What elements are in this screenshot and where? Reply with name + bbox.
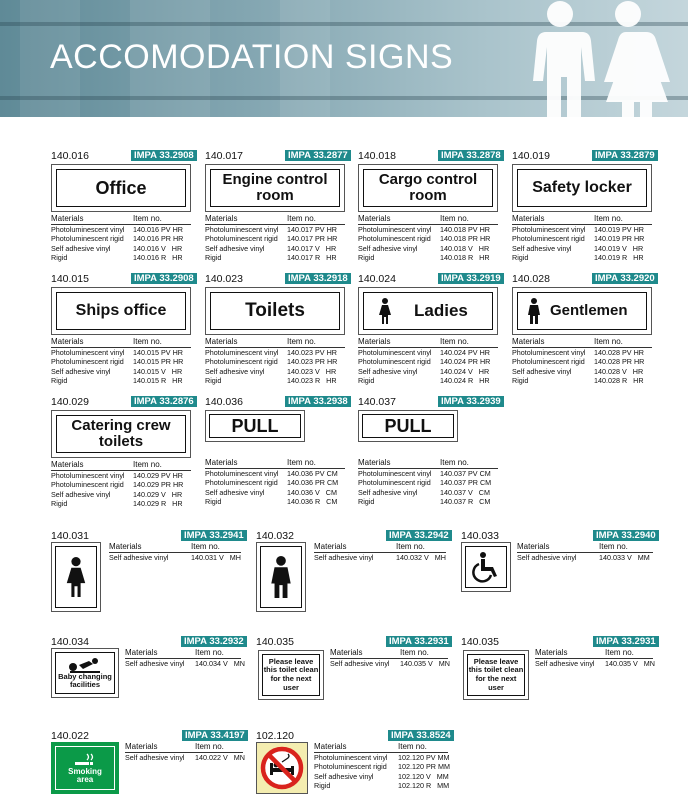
product-code: 140.035 [461, 636, 499, 648]
table-row: Self adhesive vinyl 140.016 V HR [51, 243, 183, 253]
impa-badge: IMPA 33.2940 [593, 530, 659, 541]
table-row: Self adhesive vinyl 140.035 V MN [330, 659, 450, 668]
product-code: 140.031 [51, 530, 89, 542]
materials-table: Materials Item no. Photoluminescent vinyl 140.018 PV HR Photoluminescent rigid 140.018 PR HR Self adhesive vinyl 140.018 V HR Rigid 140.018 R HR [358, 214, 498, 262]
table-row: Rigid 102.120 R MM [314, 780, 450, 790]
table-row: Rigid 140.016 R HR [51, 252, 183, 262]
product-code: 140.036 [205, 396, 243, 408]
materials-table: Materials Item no. Photoluminescent vinyl 140.017 PV HR Photoluminescent rigid 140.017 PR HR Self adhesive vinyl 140.017 V HR Rigid 140.017 R HR [205, 214, 345, 262]
sign-preview [51, 410, 191, 458]
page-title: ACCOMODATION SIGNS [50, 38, 454, 76]
man-icon [271, 556, 291, 598]
table-row: Photoluminescent vinyl 140.024 PV HR [358, 348, 490, 357]
impa-badge: IMPA 33.2931 [386, 636, 452, 647]
sign-text: Smoking area [68, 766, 102, 784]
materials-table: Materials Item no. Photoluminescent vinyl 140.028 PV HR Photoluminescent rigid 140.028 PR HR Self adhesive vinyl 140.028 V HR Rigid 140.028 R HR [512, 337, 652, 385]
product-code: 140.022 [51, 730, 89, 742]
table-row: Rigid 140.036 R CM [205, 496, 338, 506]
product-code: 140.017 [205, 150, 243, 162]
sign-preview [256, 542, 306, 612]
materials-table: Materials Item no. Self adhesive vinyl 140.035 V MN [330, 648, 450, 668]
sign-text: PULL [231, 415, 279, 436]
sign-preview [51, 164, 191, 212]
sign-preview [256, 742, 308, 794]
table-row: Self adhesive vinyl 140.036 V CM [205, 487, 337, 497]
table-row: Photoluminescent vinyl 140.017 PV HR [205, 225, 337, 234]
table-row: Photoluminescent rigid 140.028 PR HR [512, 357, 645, 367]
sign-text: Cargo control room [378, 171, 478, 204]
product-code: 140.034 [51, 636, 89, 648]
table-row: Rigid 140.017 R HR [205, 252, 337, 262]
product-code: 140.015 [51, 273, 89, 285]
impa-badge: IMPA 33.2877 [285, 150, 351, 161]
table-row: Photoluminescent rigid 140.016 PR HR [51, 234, 184, 244]
table-row: Self adhesive vinyl 140.037 V CM [358, 487, 490, 497]
materials-table: Materials Item no. Photoluminescent vinyl 140.036 PV CM Photoluminescent rigid 140.036 PR CM Self adhesive vinyl 140.036 V CM Rigid 140.036 R CM [205, 458, 345, 506]
table-row: Self adhesive vinyl 140.031 V MH [109, 553, 241, 562]
impa-badge: IMPA 33.2939 [438, 396, 504, 407]
man-icon [528, 298, 540, 324]
table-row: Self adhesive vinyl 140.019 V HR [512, 243, 644, 253]
table-row: Self adhesive vinyl 140.028 V HR [512, 366, 644, 376]
product-code: 140.037 [358, 396, 396, 408]
sign-preview [205, 164, 345, 212]
table-row: Photoluminescent rigid 140.037 PR CM [358, 478, 492, 488]
baby-changing-icon [68, 657, 102, 673]
table-row: Photoluminescent rigid 140.023 PR HR [205, 357, 338, 367]
product-code: 140.024 [358, 273, 396, 285]
table-row: Self adhesive vinyl 102.120 V MM [314, 771, 449, 781]
impa-badge: IMPA 33.2938 [285, 396, 351, 407]
materials-table: Materials Item no. Self adhesive vinyl 140.032 V MH [314, 542, 446, 562]
wheelchair-icon [470, 551, 502, 583]
sign-text: Catering crew toilets [71, 417, 171, 450]
table-row: Photoluminescent vinyl 140.029 PV HR [51, 471, 183, 480]
smoking-icon [73, 752, 97, 768]
table-row: Self adhesive vinyl 140.035 V MN [535, 659, 655, 668]
sign-preview [51, 742, 119, 794]
sign-text: Ladies [414, 301, 468, 321]
table-row: Self adhesive vinyl 140.034 V MN [125, 659, 245, 668]
materials-table: Materials Item no. Photoluminescent vinyl 140.015 PV HR Photoluminescent rigid 140.015 PR HR Self adhesive vinyl 140.015 V HR Rigid 140.015 R HR [51, 337, 191, 385]
product-code: 140.035 [256, 636, 294, 648]
table-row: Photoluminescent vinyl 102.120 PV MM [314, 753, 450, 762]
sign-preview [512, 287, 652, 335]
header-banner [0, 0, 688, 117]
sign-text: Gentlemen [550, 302, 628, 320]
sign-preview [463, 650, 529, 700]
sign-text: PULL [384, 415, 432, 436]
materials-table: Materials Item no. Photoluminescent vinyl 140.024 PV HR Photoluminescent rigid 140.024 PR HR Self adhesive vinyl 140.024 V HR Rigid 140.024 R HR [358, 337, 498, 385]
materials-header: Materials [51, 214, 84, 223]
impa-badge: IMPA 33.2919 [438, 273, 504, 284]
materials-table: Materials Item no. Self adhesive vinyl 140.031 V MH [109, 542, 241, 562]
item-no-header: Item no. [133, 214, 162, 223]
product-code: 140.028 [512, 273, 550, 285]
product-code: 140.018 [358, 150, 396, 162]
table-row: Self adhesive vinyl 140.023 V HR [205, 366, 337, 376]
woman-icon [65, 557, 87, 597]
product-code: 140.032 [256, 530, 294, 542]
sign-preview [51, 542, 101, 612]
table-row: Self adhesive vinyl 140.032 V MH [314, 553, 446, 562]
table-row: Rigid 140.029 R HR [51, 498, 183, 508]
table-row: Rigid 140.024 R HR [358, 375, 490, 385]
table-row: Photoluminescent rigid 102.120 PR MM [314, 762, 450, 772]
sign-text: Office [95, 177, 147, 198]
materials-table [51, 214, 191, 262]
impa-badge: IMPA 33.8524 [388, 730, 454, 741]
product-code: 140.033 [461, 530, 499, 542]
impa-badge: IMPA 33.4197 [182, 730, 248, 741]
materials-table: Materials Item no. Self adhesive vinyl 140.035 V MN [535, 648, 655, 668]
table-row: Photoluminescent vinyl 140.018 PV HR [358, 225, 490, 234]
table-row: Rigid 140.037 R CM [358, 496, 491, 506]
sign-preview [461, 542, 511, 592]
impa-badge: IMPA 33.2878 [438, 150, 504, 161]
sign-preview [205, 410, 305, 442]
table-row: Self adhesive vinyl 140.029 V HR [51, 489, 183, 499]
woman-icon [378, 298, 392, 324]
table-row: Photoluminescent vinyl 140.023 PV HR [205, 348, 337, 357]
product-code: 140.019 [512, 150, 550, 162]
table-row: Photoluminescent vinyl 140.016 PV HR [51, 225, 183, 234]
table-row: Self adhesive vinyl 140.022 V MN [125, 753, 245, 762]
sign-text: Toilets [245, 300, 305, 322]
table-row: Photoluminescent rigid 140.018 PR HR [358, 234, 491, 244]
sign-preview [205, 287, 345, 335]
sign-text: Please leave this toilet clean for the next user [468, 656, 524, 692]
sign-text: Safety locker [532, 178, 632, 196]
materials-table: Materials Item no. Photoluminescent vinyl 140.023 PV HR Photoluminescent rigid 140.023 PR HR Self adhesive vinyl 140.023 V HR Rigid 140.023 R HR [205, 337, 345, 385]
impa-badge: IMPA 33.2931 [593, 636, 659, 647]
people-figures-icon [520, 0, 688, 117]
sign-preview [51, 287, 191, 335]
sign-preview [512, 164, 652, 212]
table-row: Rigid 140.028 R HR [512, 375, 644, 385]
table-row: Rigid 140.019 R HR [512, 252, 644, 262]
materials-table: Materials Item no. Self adhesive vinyl 140.034 V MN [125, 648, 245, 668]
impa-badge: IMPA 33.2908 [131, 150, 197, 161]
table-row: Photoluminescent rigid 140.036 PR CM [205, 478, 339, 488]
sign-preview [51, 648, 119, 698]
table-row: Self adhesive vinyl 140.015 V HR [51, 366, 183, 376]
impa-badge: IMPA 33.2942 [386, 530, 452, 541]
impa-badge: IMPA 33.2920 [592, 273, 658, 284]
table-row: Photoluminescent vinyl 140.019 PV HR [512, 225, 644, 234]
product-code: 140.023 [205, 273, 243, 285]
sign-preview [358, 164, 498, 212]
impa-badge: IMPA 33.2908 [131, 273, 197, 284]
impa-badge: IMPA 33.2941 [181, 530, 247, 541]
table-row: Photoluminescent rigid 140.017 PR HR [205, 234, 338, 244]
sign-text: Ships office [75, 301, 167, 319]
no-smoking-in-bed-icon [260, 746, 304, 790]
impa-badge: IMPA 33.2932 [181, 636, 247, 647]
table-row: Self adhesive vinyl 140.033 V MM [517, 553, 650, 562]
table-row: Photoluminescent rigid 140.015 PR HR [51, 357, 184, 367]
product-code: 140.029 [51, 396, 89, 408]
sign-preview [358, 410, 458, 442]
sign-text: Please leave this toilet clean for the next user [263, 656, 319, 692]
sign-text: Engine control room [222, 171, 328, 204]
materials-table: Materials Item no. Self adhesive vinyl 140.033 V MM [517, 542, 653, 562]
table-row: Self adhesive vinyl 140.018 V HR [358, 243, 490, 253]
table-row: Rigid 140.018 R HR [358, 252, 490, 262]
table-row: Rigid 140.023 R HR [205, 375, 337, 385]
sign-text: Baby changing facilities [58, 672, 112, 689]
impa-badge: IMPA 33.2879 [592, 150, 658, 161]
table-row: Photoluminescent rigid 140.019 PR HR [512, 234, 645, 244]
product-code: 140.016 [51, 150, 89, 162]
table-row: Photoluminescent vinyl 140.036 PV CM [205, 469, 338, 478]
materials-table: Materials Item no. Self adhesive vinyl 140.022 V MN [125, 742, 245, 762]
impa-badge: IMPA 33.2918 [285, 273, 351, 284]
table-row: Self adhesive vinyl 140.017 V HR [205, 243, 337, 253]
table-row: Photoluminescent vinyl 140.037 PV CM [358, 469, 491, 478]
table-row: Photoluminescent rigid 140.029 PR HR [51, 480, 184, 490]
table-row: Photoluminescent vinyl 140.028 PV HR [512, 348, 644, 357]
materials-table: Materials Item no. Photoluminescent vinyl 102.120 PV MM Photoluminescent rigid 102.120 PR MM Self adhesive vinyl 102.120 V MM Rigid 102.120 R MM [314, 742, 450, 790]
impa-badge: IMPA 33.2876 [131, 396, 197, 407]
table-row: Photoluminescent vinyl 140.015 PV HR [51, 348, 183, 357]
materials-table: Materials Item no. Photoluminescent vinyl 140.029 PV HR Photoluminescent rigid 140.029 PR HR Self adhesive vinyl 140.029 V HR Rigid 140.029 R HR [51, 460, 191, 508]
product-code: 102.120 [256, 730, 294, 742]
sign-preview [358, 287, 498, 335]
table-row: Self adhesive vinyl 140.024 V HR [358, 366, 490, 376]
sign-preview [258, 650, 324, 700]
table-row: Photoluminescent rigid 140.024 PR HR [358, 357, 491, 367]
materials-table: Materials Item no. Photoluminescent vinyl 140.037 PV CM Photoluminescent rigid 140.037 PR CM Self adhesive vinyl 140.037 V CM Rigid 140.037 R CM [358, 458, 498, 506]
table-row: Rigid 140.015 R HR [51, 375, 183, 385]
materials-table: Materials Item no. Photoluminescent vinyl 140.019 PV HR Photoluminescent rigid 140.019 PR HR Self adhesive vinyl 140.019 V HR Rigid 140.019 R HR [512, 214, 652, 262]
